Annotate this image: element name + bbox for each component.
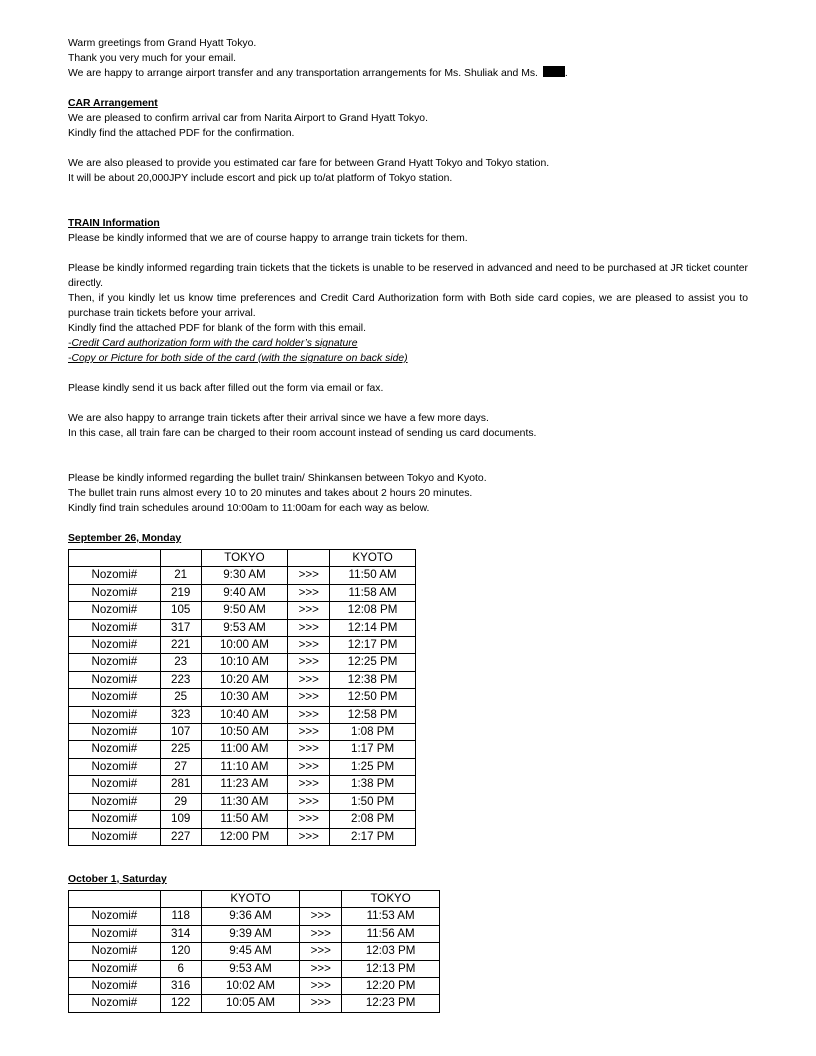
- table-row: [69, 908, 440, 925]
- schedule-1-title: September 26, Monday: [68, 533, 182, 544]
- train-number: 120: [160, 943, 201, 960]
- arrow: >>>: [288, 724, 330, 741]
- train-number: 223: [160, 671, 201, 688]
- arrow: >>>: [288, 567, 330, 584]
- departure-time: 10:02 AM: [201, 977, 300, 994]
- schedule-2-title: October 1, Saturday: [68, 873, 167, 885]
- departure-time: 9:40 AM: [201, 584, 288, 601]
- train-name: Nozomi#: [69, 828, 161, 845]
- email-body: [68, 36, 748, 1013]
- departure-time: 11:50 AM: [201, 811, 288, 828]
- train-number: 25: [160, 689, 201, 706]
- train-name: Nozomi#: [69, 758, 161, 775]
- train-number: 27: [160, 758, 201, 775]
- train-ticket-paragraph: Please be kindly informed regarding train tickets that the tickets is unable to be reserved in advanced and need to be purchased at JR ticket counter directly.: [68, 263, 748, 289]
- table-header-row: [69, 550, 416, 567]
- departure-time: 10:20 AM: [201, 671, 288, 688]
- departure-time: 10:10 AM: [201, 654, 288, 671]
- train-number: 122: [160, 995, 201, 1012]
- train-number: 29: [160, 793, 201, 810]
- table-row: [69, 925, 440, 942]
- train-name: Nozomi#: [69, 776, 161, 793]
- departure-time: 12:00 PM: [201, 828, 288, 845]
- arrangement-period: .: [564, 68, 568, 79]
- redacted-name: [543, 66, 565, 77]
- arrow: >>>: [300, 925, 342, 942]
- table-row: [69, 724, 416, 741]
- arrival-time: 12:03 PM: [342, 943, 440, 960]
- arrow: >>>: [288, 741, 330, 758]
- schedule-intro-line: Kindly find train schedules around 10:00am to 11:00am for each way as below.: [68, 503, 430, 514]
- departure-time: 10:40 AM: [201, 706, 288, 723]
- departure-time: 9:53 AM: [201, 619, 288, 636]
- departure-time: 9:30 AM: [201, 567, 288, 584]
- arrival-time: 12:58 PM: [330, 706, 416, 723]
- arrival-time: 12:25 PM: [330, 654, 416, 671]
- train-name: Nozomi#: [69, 793, 161, 810]
- arrival-time: 12:20 PM: [342, 977, 440, 994]
- departure-time: 9:45 AM: [201, 943, 300, 960]
- train-name: Nozomi#: [69, 925, 161, 942]
- credit-card-bullet: -Credit Card authorization form with the card holder’s signature: [68, 338, 358, 349]
- train-number: 6: [160, 960, 201, 977]
- table-row: [69, 689, 416, 706]
- arrival-time: 2:08 PM: [330, 811, 416, 828]
- train-name: Nozomi#: [69, 671, 161, 688]
- table-row: [69, 706, 416, 723]
- train-number: 109: [160, 811, 201, 828]
- table-header-row: [69, 890, 440, 907]
- greeting-line: Warm greetings from Grand Hyatt Tokyo.: [68, 38, 257, 49]
- table-row: [69, 960, 440, 977]
- departure-time: 9:36 AM: [201, 908, 300, 925]
- arrow: >>>: [288, 671, 330, 688]
- car-pdf-line: Kindly find the attached PDF for the confirmation.: [68, 128, 295, 139]
- arrow: >>>: [300, 960, 342, 977]
- arrival-time: 12:38 PM: [330, 671, 416, 688]
- schedule-2-table: [68, 890, 440, 1013]
- table-row: [69, 654, 416, 671]
- train-name: Nozomi#: [69, 908, 161, 925]
- train-name: Nozomi#: [69, 619, 161, 636]
- table-row: [69, 758, 416, 775]
- departure-time: 11:00 AM: [201, 741, 288, 758]
- train-name: Nozomi#: [69, 960, 161, 977]
- table-row: [69, 977, 440, 994]
- train-number: 23: [160, 654, 201, 671]
- departure-time: 10:30 AM: [201, 689, 288, 706]
- departure-time: 9:53 AM: [201, 960, 300, 977]
- train-name: Nozomi#: [69, 584, 161, 601]
- arrival-time: 11:50 AM: [330, 567, 416, 584]
- train-name: Nozomi#: [69, 995, 161, 1012]
- train-number: 281: [160, 776, 201, 793]
- table-row: [69, 828, 416, 845]
- card-copy-bullet: -Copy or Picture for both side of the card (with the signature on back side): [68, 353, 408, 364]
- table-row: [69, 637, 416, 654]
- departure-time: 11:23 AM: [201, 776, 288, 793]
- table-row: [69, 995, 440, 1012]
- train-name: Nozomi#: [69, 637, 161, 654]
- train-heading: TRAIN Information: [68, 218, 160, 229]
- arrow: >>>: [300, 943, 342, 960]
- arrival-time: 1:25 PM: [330, 758, 416, 775]
- send-back-line: Please kindly send it us back after filled out the form via email or fax.: [68, 383, 384, 394]
- table-row: [69, 943, 440, 960]
- train-name: Nozomi#: [69, 706, 161, 723]
- train-name: Nozomi#: [69, 943, 161, 960]
- table-row: [69, 619, 416, 636]
- schedule-1-table: [68, 549, 416, 846]
- train-name: Nozomi#: [69, 741, 161, 758]
- arrow: >>>: [288, 811, 330, 828]
- arrival-time: 11:53 AM: [342, 908, 440, 925]
- departure-time: 10:50 AM: [201, 724, 288, 741]
- arrow: >>>: [288, 584, 330, 601]
- arrow: >>>: [300, 995, 342, 1012]
- train-number: 221: [160, 637, 201, 654]
- arrow: >>>: [288, 828, 330, 845]
- train-number: 227: [160, 828, 201, 845]
- car-confirm-line: We are pleased to confirm arrival car from Narita Airport to Grand Hyatt Tokyo.: [68, 113, 428, 124]
- arrival-time: 12:13 PM: [342, 960, 440, 977]
- arrow: >>>: [300, 977, 342, 994]
- train-number: 219: [160, 584, 201, 601]
- train-name: Nozomi#: [69, 811, 161, 828]
- arrow: >>>: [288, 776, 330, 793]
- after-arrival-line: We are also happy to arrange train tickets after their arrival since we have a few more days.: [68, 413, 489, 424]
- arrival-time: 1:08 PM: [330, 724, 416, 741]
- train-name: Nozomi#: [69, 977, 161, 994]
- arrival-time: 1:38 PM: [330, 776, 416, 793]
- train-intro-line: Please be kindly informed that we are of course happy to arrange train tickets for them.: [68, 233, 468, 244]
- departure-time: 11:30 AM: [201, 793, 288, 810]
- arrival-time: 12:17 PM: [330, 637, 416, 654]
- room-account-line: In this case, all train fare can be charged to their room account instead of sending us card documents.: [68, 428, 537, 439]
- train-preference-paragraph: Then, if you kindly let us know time preferences and Credit Card Authorization form with Both side card copies, we are pleased to assist you to purchase train tickets before your arrival.: [68, 293, 748, 319]
- table-row: [69, 811, 416, 828]
- departure-time: 10:05 AM: [201, 995, 300, 1012]
- train-form-line: Kindly find the attached PDF for blank of the form with this email.: [68, 323, 367, 334]
- arrival-time: 12:50 PM: [330, 689, 416, 706]
- arrow: >>>: [288, 619, 330, 636]
- arrival-time: 11:58 AM: [330, 584, 416, 601]
- train-name: Nozomi#: [69, 724, 161, 741]
- train-number: 21: [160, 567, 201, 584]
- train-name: Nozomi#: [69, 689, 161, 706]
- train-number: 323: [160, 706, 201, 723]
- arrow: >>>: [288, 793, 330, 810]
- table-row: [69, 776, 416, 793]
- arrow: >>>: [288, 758, 330, 775]
- train-number: 107: [160, 724, 201, 741]
- car-fare-amount-line: It will be about 20,000JPY include escort and pick up to/at platform of Tokyo station.: [68, 173, 453, 184]
- train-number: 105: [160, 602, 201, 619]
- car-fare-line: We are also pleased to provide you estimated car fare for between Grand Hyatt Tokyo and Tokyo station.: [68, 158, 550, 169]
- table-row: [69, 584, 416, 601]
- train-number: 317: [160, 619, 201, 636]
- frequency-line: The bullet train runs almost every 10 to 20 minutes and takes about 2 hours 20 minutes.: [68, 488, 473, 499]
- arrival-time: 1:50 PM: [330, 793, 416, 810]
- train-name: Nozomi#: [69, 654, 161, 671]
- arrow: >>>: [288, 637, 330, 654]
- arrow: >>>: [288, 602, 330, 619]
- arrangement-text: We are happy to arrange airport transfer and any transportation arrangements for Ms. Shuliak and Ms.: [68, 68, 538, 79]
- arrival-station: TOKYO: [342, 890, 440, 907]
- train-name: Nozomi#: [69, 567, 161, 584]
- train-number: 225: [160, 741, 201, 758]
- thanks-line: Thank you very much for your email.: [68, 53, 237, 64]
- arrival-time: 1:17 PM: [330, 741, 416, 758]
- table-row: [69, 602, 416, 619]
- table-row: [69, 567, 416, 584]
- arrival-time: 11:56 AM: [342, 925, 440, 942]
- table-row: [69, 793, 416, 810]
- departure-time: 9:50 AM: [201, 602, 288, 619]
- train-number: 316: [160, 977, 201, 994]
- train-number: 118: [160, 908, 201, 925]
- departure-station: TOKYO: [201, 550, 288, 567]
- arrow: >>>: [288, 654, 330, 671]
- departure-time: 9:39 AM: [201, 925, 300, 942]
- departure-station: KYOTO: [201, 890, 300, 907]
- arrival-time: 2:17 PM: [330, 828, 416, 845]
- arrangement-line: [68, 66, 748, 81]
- car-heading: CAR Arrangement: [68, 98, 158, 109]
- table-row: [69, 671, 416, 688]
- arrow: >>>: [288, 706, 330, 723]
- arrival-time: 12:14 PM: [330, 619, 416, 636]
- arrival-station: KYOTO: [330, 550, 416, 567]
- shinkansen-line: Please be kindly informed regarding the bullet train/ Shinkansen between Tokyo and Kyoto.: [68, 473, 487, 484]
- table-row: [69, 741, 416, 758]
- train-name: Nozomi#: [69, 602, 161, 619]
- train-number: 314: [160, 925, 201, 942]
- departure-time: 11:10 AM: [201, 758, 288, 775]
- departure-time: 10:00 AM: [201, 637, 288, 654]
- arrow: >>>: [300, 908, 342, 925]
- arrival-time: 12:23 PM: [342, 995, 440, 1012]
- arrow: >>>: [288, 689, 330, 706]
- arrival-time: 12:08 PM: [330, 602, 416, 619]
